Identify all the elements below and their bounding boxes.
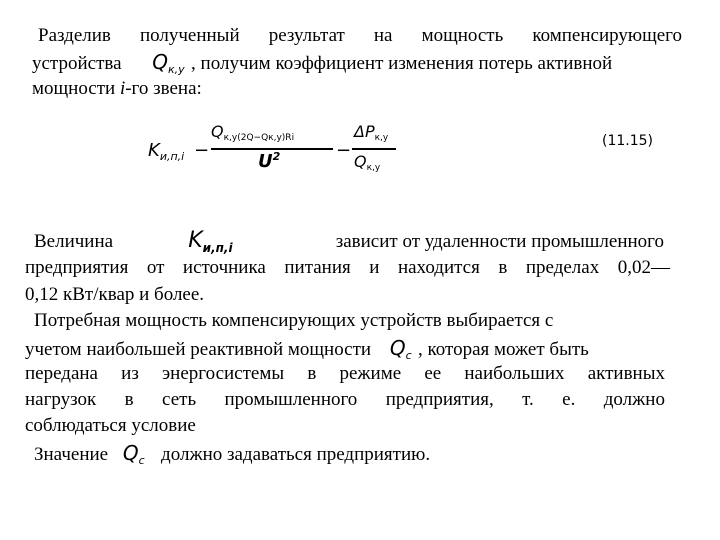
formula-numerator-2: ΔPк,у bbox=[354, 122, 389, 143]
word: наибольших bbox=[464, 363, 565, 384]
formula-denominator-2: Qк,у bbox=[354, 152, 381, 173]
word: из bbox=[121, 363, 139, 384]
paragraph3-line1 bbox=[34, 309, 553, 333]
paragraph2-line3-text: 0,12 кВт/квар и более. bbox=[25, 284, 205, 305]
word: источника bbox=[182, 257, 266, 278]
k-ipi-symbol: $K_{и,п,i}$ bbox=[188, 228, 233, 255]
paragraph2-line1-rest: зависит от удаленности промышленного bbox=[335, 231, 664, 252]
word: ее bbox=[424, 363, 442, 384]
word: в bbox=[498, 257, 508, 278]
q-c-symbol-2: $Q_c$ bbox=[122, 441, 145, 467]
fraction-bar-2 bbox=[352, 148, 396, 150]
paragraph2-line2 bbox=[25, 256, 670, 280]
word: мощность bbox=[421, 25, 504, 46]
word: предприятия, bbox=[385, 389, 494, 410]
word: передана bbox=[25, 363, 98, 384]
word: активных bbox=[587, 363, 665, 384]
word: т. bbox=[522, 389, 534, 410]
paragraph1-line2-before: устройства bbox=[32, 53, 122, 74]
word: полученный bbox=[139, 25, 240, 46]
paragraph3-line2-before: учетом наибольшей реактивной мощности bbox=[25, 339, 372, 360]
paragraph1-line2-after: , получим коэффициент изменения потерь активной bbox=[191, 53, 613, 74]
word: 0,02— bbox=[617, 257, 670, 278]
word: в bbox=[307, 363, 317, 384]
paragraph3-line4 bbox=[25, 388, 665, 412]
word: Разделив bbox=[38, 25, 111, 46]
paragraph3-line3 bbox=[25, 362, 665, 386]
word: и bbox=[369, 257, 380, 278]
word: е. bbox=[562, 389, 576, 410]
word: промышленного bbox=[224, 389, 358, 410]
paragraph2-line1 bbox=[34, 229, 664, 255]
formula-number: (11.15) bbox=[602, 133, 654, 149]
word: результат bbox=[268, 25, 345, 46]
paragraph3-line5-text: соблюдаться условие bbox=[25, 415, 196, 436]
formula-lhs: $K_{и,п,i}$ bbox=[148, 140, 185, 163]
word: нагрузок bbox=[25, 389, 97, 410]
word: предприятия bbox=[25, 257, 129, 278]
paragraph3-line2-after: , которая может быть bbox=[418, 339, 589, 360]
paragraph1-line3 bbox=[32, 77, 202, 101]
word: питания bbox=[284, 257, 351, 278]
word: компенсирующего bbox=[532, 25, 682, 46]
paragraph2-word: Величина bbox=[34, 231, 114, 252]
formula-minus-2: − bbox=[336, 140, 352, 161]
paragraph1-line3-after: -го звена: bbox=[125, 78, 202, 99]
paragraph3-line5 bbox=[25, 414, 196, 438]
formula-11-15 bbox=[148, 118, 388, 182]
paragraph1-line1 bbox=[38, 24, 682, 48]
word: в bbox=[124, 389, 134, 410]
word: на bbox=[373, 25, 393, 46]
word: находится bbox=[397, 257, 480, 278]
word: пределах bbox=[525, 257, 600, 278]
paragraph4-line1 bbox=[34, 441, 430, 469]
word: от bbox=[146, 257, 165, 278]
paragraph4-rest: должно задаваться предприятию. bbox=[161, 444, 431, 465]
formula-denominator-1: $U^2$ bbox=[258, 150, 281, 172]
paragraph1-line3-before: мощности bbox=[32, 78, 120, 99]
q-ky-symbol: $Q_{к,у}$ bbox=[152, 50, 185, 76]
word: должно bbox=[603, 389, 665, 410]
word: энергосистемы bbox=[162, 363, 285, 384]
index-i: i bbox=[119, 78, 126, 99]
word: сеть bbox=[162, 389, 197, 410]
paragraph4-word: Значение bbox=[34, 444, 109, 465]
paragraph2-line3 bbox=[25, 283, 204, 307]
paragraph3-line2 bbox=[25, 336, 589, 364]
paragraph3-line1-text: Потребная мощность компенсирующих устройств выбирается с bbox=[34, 310, 554, 331]
formula-numerator-1: Qк,у(2Q−Qк,у)Ri bbox=[211, 122, 295, 143]
word: режиме bbox=[339, 363, 402, 384]
formula-minus-1: − bbox=[194, 140, 210, 161]
paragraph1-line2 bbox=[32, 50, 682, 78]
q-c-symbol: $Q_c$ bbox=[389, 336, 412, 362]
